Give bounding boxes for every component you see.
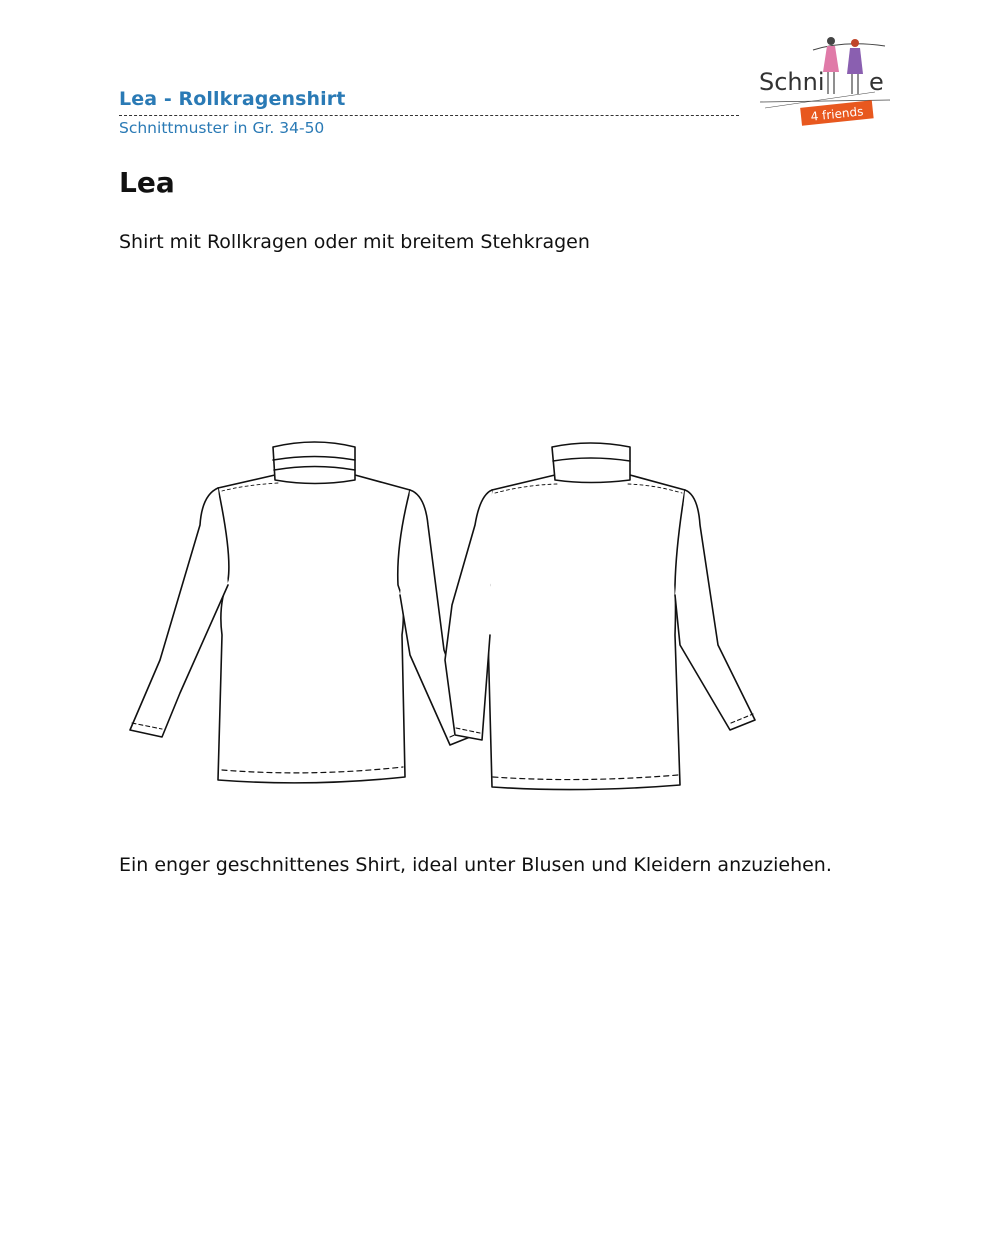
description-text: Ein enger geschnittenes Shirt, ideal unter Blusen und Kleidern anzuziehen. bbox=[119, 854, 832, 876]
document-title: Lea bbox=[119, 166, 175, 199]
header-title: Lea - Rollkragenshirt bbox=[119, 88, 346, 110]
header-subtitle: Schnittmuster in Gr. 34-50 bbox=[119, 119, 325, 137]
garment-technical-drawing bbox=[120, 435, 780, 810]
intro-text: Shirt mit Rollkragen oder mit breitem Stehkragen bbox=[119, 231, 590, 253]
back-view bbox=[445, 443, 755, 790]
brand-logo bbox=[755, 32, 895, 132]
logo-word-right: e bbox=[869, 68, 884, 96]
logo-word-left: Schni bbox=[759, 68, 825, 96]
logo-tag: 4 friends bbox=[810, 104, 864, 124]
header-divider bbox=[119, 115, 739, 116]
front-view bbox=[130, 442, 475, 783]
